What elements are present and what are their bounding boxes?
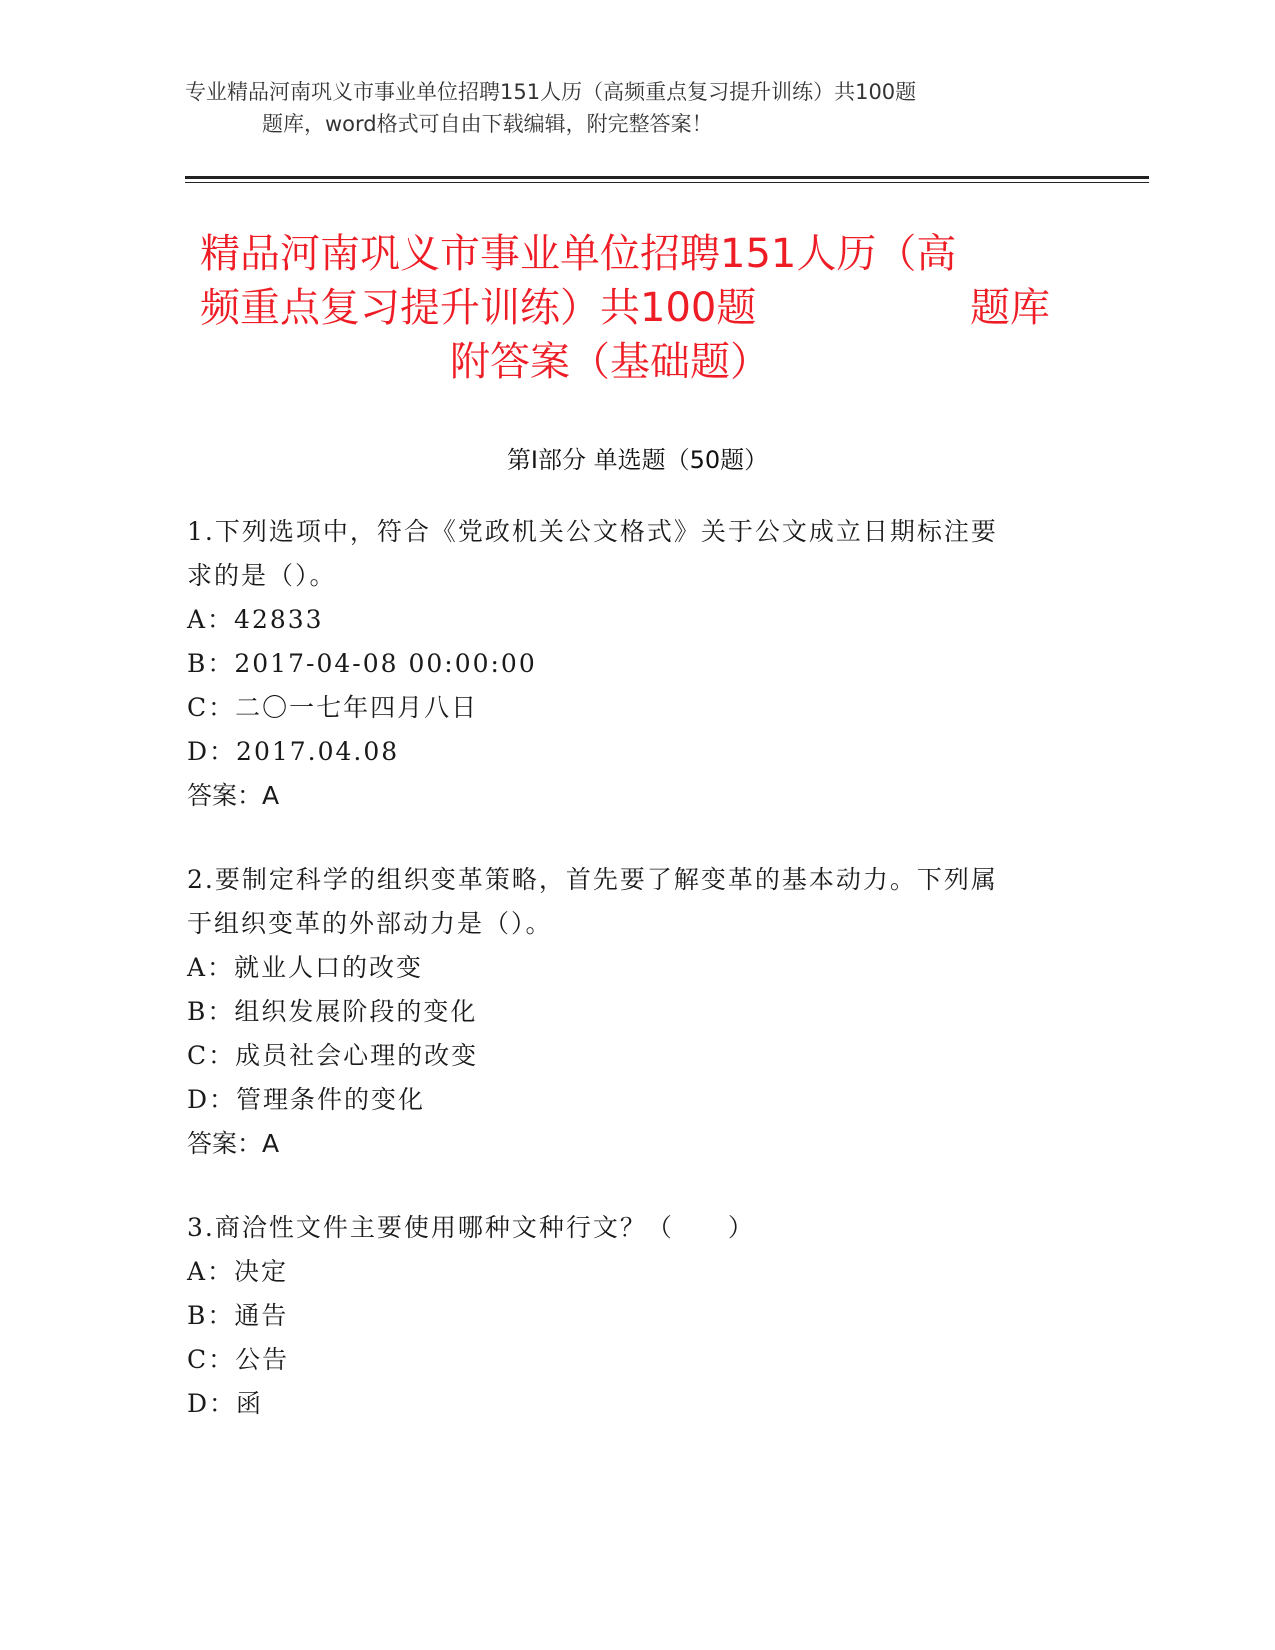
- question-2-option-c: C：成员社会心理的改变: [187, 1041, 479, 1070]
- header-line-2: 题库，word格式可自由下载编辑，附完整答案！: [262, 112, 713, 136]
- question-2-option-a: A：就业人口的改变: [187, 953, 424, 982]
- question-2-option-b: B：组织发展阶段的变化: [187, 997, 478, 1026]
- question-2-answer: 答案：A: [187, 1129, 280, 1158]
- question-2-option-d: D：管理条件的变化: [187, 1085, 426, 1114]
- question-1-answer: 答案：A: [187, 781, 280, 810]
- doc-title-line-2-tail: 题库: [970, 285, 1050, 331]
- question-1-stem-line-1: 1.下列选项中，符合《党政机关公文格式》关于公文成立日期标注要: [187, 517, 998, 546]
- question-2-stem-line-2: 于组织变革的外部动力是（）。: [187, 909, 553, 938]
- header-line-1: 专业精品河南巩义市事业单位招聘151人历（高频重点复习提升训练）共100题: [185, 80, 917, 104]
- question-3-option-c: C：公告: [187, 1345, 290, 1374]
- doc-title-line-3: 附答案（基础题）: [450, 339, 770, 385]
- header-divider-thick: [185, 176, 1149, 179]
- question-1-option-c: C：二〇一七年四月八日: [187, 693, 479, 722]
- section-title: 第Ⅰ部分 单选题（50题）: [506, 446, 769, 474]
- question-3-option-d: D：函: [187, 1389, 264, 1418]
- question-3-option-b: B：通告: [187, 1301, 289, 1330]
- question-3-option-a: A：决定: [187, 1257, 289, 1286]
- doc-title-line-1: 精品河南巩义市事业单位招聘151人历（高: [200, 231, 957, 277]
- header-divider-thin: [185, 182, 1149, 183]
- doc-title-line-2: 频重点复习提升训练）共100题: [200, 285, 757, 331]
- question-1-option-d: D：2017.04.08: [187, 737, 400, 766]
- question-2-stem-line-1: 2.要制定科学的组织变革策略，首先要了解变革的基本动力。下列属: [187, 865, 998, 894]
- question-1-stem-line-2: 求的是（）。: [187, 561, 337, 590]
- question-1-option-a: A：42833: [187, 605, 324, 634]
- question-1-option-b: B：2017-04-08 00:00:00: [187, 649, 537, 678]
- question-3-stem: 3.商洽性文件主要使用哪种文种行文？（ ）: [187, 1213, 755, 1242]
